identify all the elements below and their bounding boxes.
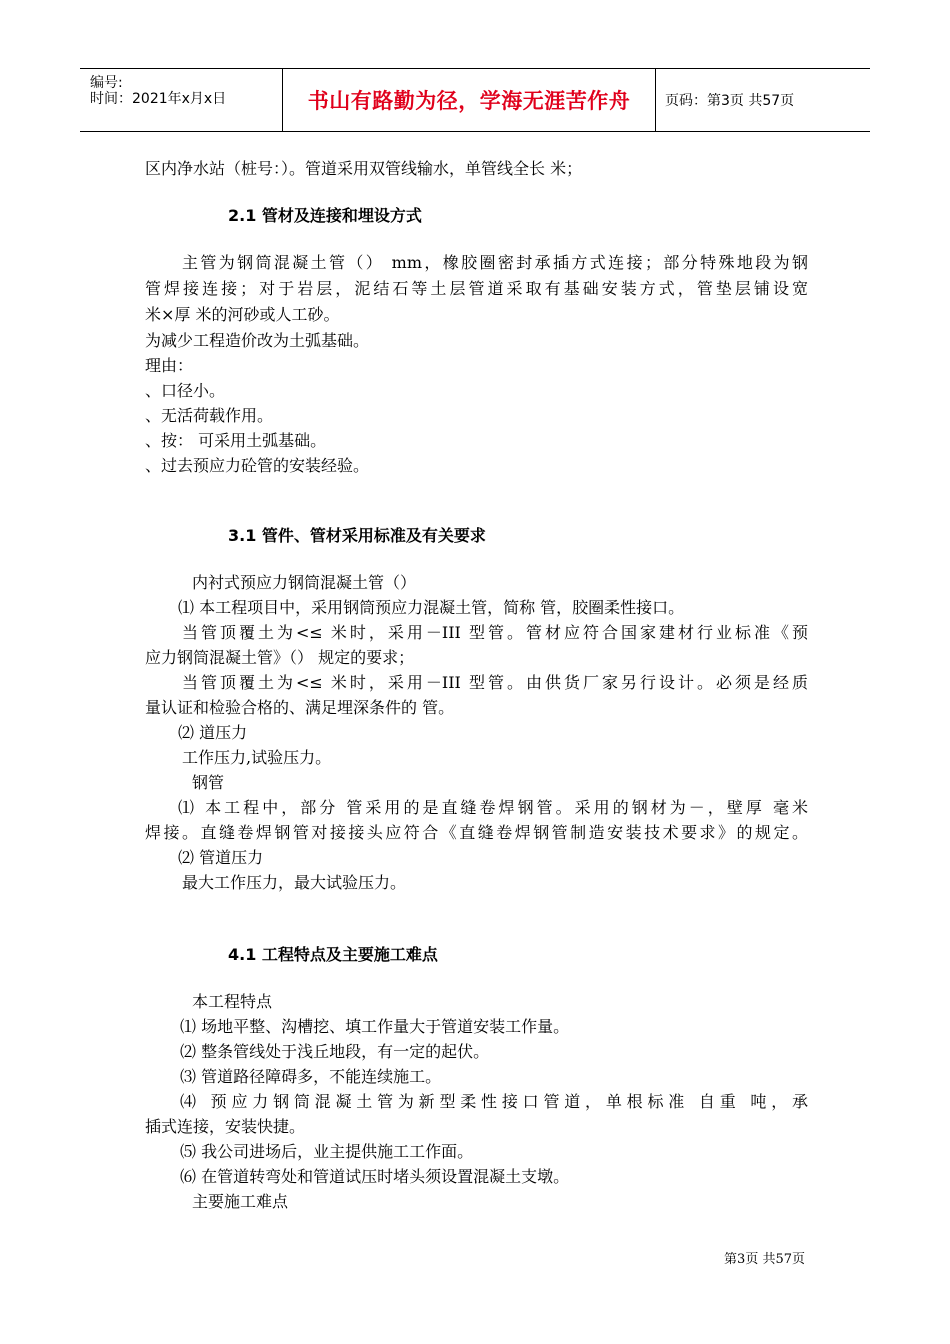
body-line: 米×厚 米的河砂或人工砂。 [145, 305, 340, 324]
subheading: 钢管 [192, 773, 225, 792]
list-item: ⑷ 预应力钢筒混凝土管为新型柔性接口管道，单根标准 自重 吨，承 [180, 1092, 808, 1111]
section-heading-4-1: 4.1 工程特点及主要施工难点 [228, 945, 438, 964]
section-heading-2-1: 2.1 管材及连接和埋设方式 [228, 206, 422, 225]
body-line: 工作压力,试验压力。 [182, 748, 332, 767]
header-page-cell [656, 69, 870, 131]
body-line: 焊接。直缝卷焊钢管对接接头应符合《直缝卷焊钢管制造安装技术要求》的规定。 [145, 823, 808, 842]
list-item: 、无活荷载作用。 [145, 406, 274, 425]
list-item: ⑴ 场地平整、沟槽挖、填工作量大于管道安装工作量。 [180, 1017, 570, 1036]
subheading: 内衬式预应力钢筒混凝土管（） [192, 573, 417, 592]
subheading: 本工程特点 [192, 992, 273, 1011]
body-line: ⑴ 本工程项目中，采用钢筒预应力混凝土管，简称 管，胶圈柔性接口。 [178, 598, 685, 617]
list-item: 、按： 可采用土弧基础。 [145, 431, 327, 450]
header-motto: 书山有路勤为径，学海无涯苦作舟 [307, 89, 631, 113]
list-item: 、口径小。 [145, 381, 226, 400]
body-line: 应力钢筒混凝土管》（） 规定的要求； [145, 648, 415, 667]
body-line: 当管顶覆土为<≤ 米时，采用－III 型管。由供货厂家另行设计。必须是经质 [182, 673, 808, 692]
header-meta [80, 69, 282, 131]
subheading: 主要施工难点 [192, 1192, 289, 1211]
body-line: 理由： [145, 356, 194, 375]
header-motto-cell [282, 69, 656, 131]
page-header [80, 68, 870, 132]
body-line: 为减少工程造价改为土弧基础。 [145, 331, 370, 350]
list-item: ⑸ 我公司进场后，业主提供施工工作面。 [180, 1142, 474, 1161]
body-line: 量认证和检验合格的、满足埋深条件的 管。 [145, 698, 455, 717]
header-page-label: 页码：第3页 共57页 [665, 93, 795, 109]
list-item: ⑹ 在管道转弯处和管道试压时堵头须设置混凝土支墩。 [180, 1167, 570, 1186]
body-line: 主管为钢筒混凝土管（） mm，橡胶圈密封承插方式连接；部分特殊地段为钢 [182, 253, 808, 272]
document-number-label: 编号: [90, 75, 123, 91]
body-line: 最大工作压力，最大试验压力。 [182, 873, 407, 892]
page-footer: 第3页 共57页 [724, 1252, 805, 1267]
body-line: 管焊接连接；对于岩层，泥结石等土层管道采取有基础安装方式，管垫层铺设宽 [145, 279, 808, 298]
section-heading-3-1: 3.1 管件、管材采用标准及有关要求 [228, 526, 486, 545]
document-time-label: 时间：2021年x月x日 [90, 91, 227, 107]
body-line: ⑵ 管道压力 [178, 848, 264, 867]
list-item: ⑵ 整条管线处于浅丘地段，有一定的起伏。 [180, 1042, 490, 1061]
list-item: ⑶ 管道路径障碍多，不能连续施工。 [180, 1067, 442, 1086]
body-line: ⑵ 道压力 [178, 723, 248, 742]
list-item: 、过去预应力砼管的安装经验。 [145, 456, 370, 475]
body-line: 区内净水站（桩号：）。管道采用双管线输水，单管线全长 米； [145, 159, 583, 178]
body-line: 插式连接，安装快捷。 [145, 1117, 306, 1136]
body-line: 当管顶覆土为<≤ 米时，采用－III 型管。管材应符合国家建材行业标准《预 [182, 623, 808, 642]
body-line: ⑴ 本工程中，部分 管采用的是直缝卷焊钢管。采用的钢材为－，壁厚 毫米 [178, 798, 808, 817]
